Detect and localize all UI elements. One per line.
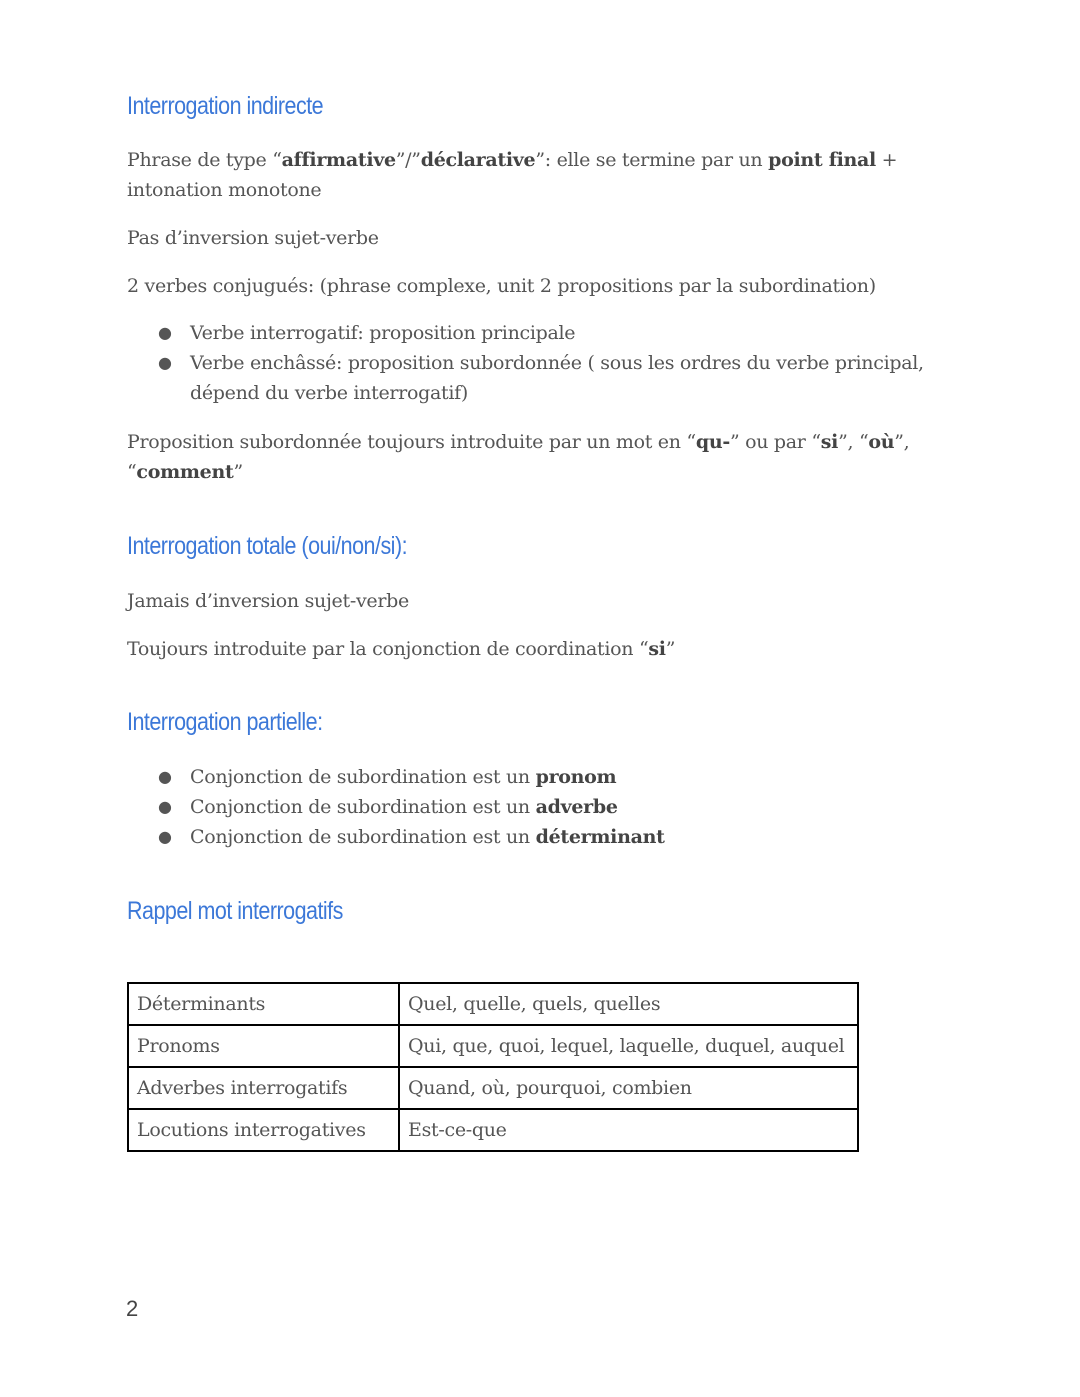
bold-determinant: déterminant [535,826,665,848]
table-cell-category: Adverbes interrogatifs [128,1067,399,1109]
bold-si: si [648,638,666,660]
table-row [128,1109,858,1151]
heading-interrogation-totale: Interrogation totale (oui/non/si): [127,532,408,560]
table-cell-words: Quand, où, pourquoi, combien [399,1067,858,1109]
text-run: Proposition subordonnée toujours introduite par un mot en “ [127,431,696,453]
table-cell-words: Qui, que, quoi, lequel, laquelle, duquel, auquel [399,1025,858,1067]
list-item [127,762,927,792]
text-run: ”: elle se termine par un [535,149,769,171]
bold-affirmative: affirmative [281,149,396,171]
text-run: 2 verbes conjugués: (phrase complexe, unit 2 propositions par la subordination) [127,275,876,297]
text-run: ” [665,638,676,660]
heading-interrogation-partielle: Interrogation partielle: [127,708,323,736]
interrogative-words-table [127,982,859,1152]
table-cell-words: Est-ce-que [399,1109,858,1151]
bold-point-final: point final [768,149,876,171]
text-run: + intonation monotone [127,149,898,201]
table-cell-category: Déterminants [128,983,399,1025]
text-run: Toujours introduite par la conjonction de coordination “ [127,638,649,660]
page-number: 2 [126,1296,138,1321]
bold-si: si [820,431,839,453]
heading-interrogation-indirecte: Interrogation indirecte [127,92,324,120]
bold-ou: où [868,431,895,453]
list-item [127,318,927,348]
text-run: Phrase de type “ [127,149,282,171]
table-cell-category: Locutions interrogatives [128,1109,399,1151]
table-cell-category: Pronoms [128,1025,399,1067]
list-item-text: Verbe enchâssé: proposition subordonnée ( sous les ordres du verbe principal, dépend du verbe interrogatif) [190,352,924,404]
table-row [128,1067,858,1109]
bullet-icon: ● [158,767,172,786]
bullet-icon: ● [158,827,172,846]
list-item-text: Conjonction de subordination est un [190,826,536,848]
paragraph-jamais-inversion [127,586,927,616]
list-item-text: Verbe interrogatif: proposition principale [190,322,576,344]
text-run: ”, “ [838,431,869,453]
text-run: ”, “ [127,431,910,483]
text-run: ”/” [395,149,421,171]
paragraph-phrase-type [127,145,927,205]
list-item [127,792,927,822]
bold-declarative: déclarative [420,149,536,171]
text-run: ” [233,461,243,483]
bold-pronom: pronom [535,766,617,788]
bold-qu: qu- [695,431,730,453]
bold-comment: comment [136,461,234,483]
paragraph-toujours-introduite [127,634,927,664]
list-item-text: Conjonction de subordination est un [190,766,536,788]
text-run: ” ou par “ [729,431,821,453]
table-row [128,983,858,1025]
table-cell-words: Quel, quelle, quels, quelles [399,983,858,1025]
bullet-icon: ● [158,353,172,372]
bold-adverbe: adverbe [535,796,618,818]
bullet-list-conjonctions [127,762,927,852]
table-row [128,1025,858,1067]
paragraph-pas-inversion [127,223,927,253]
text-run: Jamais d’inversion sujet-verbe [127,590,409,612]
bullet-icon: ● [158,797,172,816]
list-item-text: Conjonction de subordination est un [190,796,536,818]
paragraph-deux-verbes [127,271,927,301]
paragraph-proposition-subordonnee [127,427,927,487]
heading-rappel-mots-interrogatifs: Rappel mot interrogatifs [127,897,343,925]
bullet-icon: ● [158,323,172,342]
text-run: Pas d’inversion sujet-verbe [127,227,379,249]
bullet-list-verbes [127,318,927,408]
list-item [127,348,927,408]
list-item [127,822,927,852]
